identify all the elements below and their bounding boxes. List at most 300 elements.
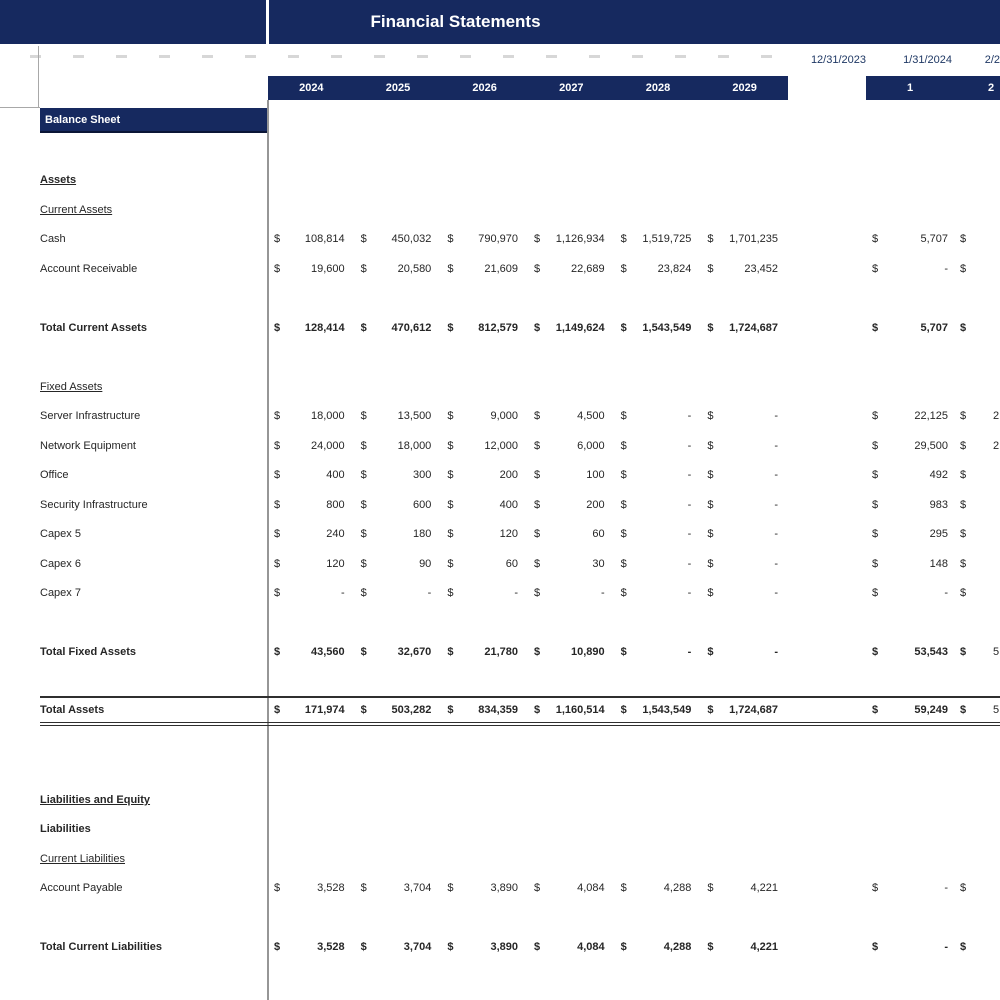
currency-symbol: $ [707, 882, 714, 894]
value-cell[interactable] [615, 932, 702, 962]
cell-value: 19,600 [311, 263, 345, 275]
currency-symbol: $ [872, 558, 879, 570]
cell-value: 3,704 [403, 941, 432, 953]
currency-symbol: $ [620, 558, 627, 570]
period-header-1[interactable]: 1 [906, 82, 914, 94]
currency-symbol: $ [274, 263, 281, 275]
currency-symbol: $ [620, 941, 627, 953]
currency-symbol: $ [447, 233, 454, 245]
value-cell[interactable] [615, 519, 702, 549]
currency-symbol: $ [447, 469, 454, 481]
currency-symbol: $ [960, 233, 967, 245]
value-cell[interactable] [615, 254, 702, 284]
value-cell[interactable] [866, 873, 954, 903]
value-cell[interactable] [701, 932, 788, 962]
value-cell[interactable] [866, 431, 954, 461]
value-cell[interactable] [866, 932, 954, 962]
cell-value: 295 [929, 528, 948, 540]
value-cell[interactable] [355, 431, 442, 461]
value-cell[interactable] [615, 401, 702, 431]
currency-symbol: $ [872, 440, 879, 452]
value-cell[interactable] [954, 549, 1000, 579]
value-cell[interactable] [615, 549, 702, 579]
currency-symbol: $ [620, 882, 627, 894]
value-cell[interactable] [701, 578, 788, 608]
cell-value: 200 [586, 499, 605, 511]
row-label-current-liabilities[interactable]: Current Liabilities [40, 853, 125, 865]
row-label-office[interactable]: Office [40, 469, 69, 481]
currency-symbol: $ [960, 587, 967, 599]
value-cell[interactable] [355, 519, 442, 549]
value-cell[interactable] [528, 637, 615, 667]
date-header-month1[interactable]: 1/31/2024 [903, 54, 952, 66]
cell-value: 1,724,687 [729, 322, 778, 334]
row-server-infrastructure [40, 401, 1000, 431]
row-label-total-assets[interactable]: Total Assets [40, 704, 105, 716]
currency-symbol: $ [274, 528, 281, 540]
value-cell[interactable] [441, 254, 528, 284]
currency-symbol: $ [360, 440, 367, 452]
row-label-liabilities-and-equity[interactable]: Liabilities and Equity [40, 794, 151, 806]
currency-symbol: $ [274, 469, 281, 481]
cell-value: 120 [326, 558, 345, 570]
currency-symbol: $ [707, 704, 714, 716]
row-cash [40, 224, 1000, 254]
value-cell[interactable] [355, 254, 442, 284]
row-label-assets[interactable]: Assets [40, 174, 77, 186]
value-cell[interactable] [268, 873, 355, 903]
value-cell[interactable] [528, 549, 615, 579]
row-label-security-infrastructure[interactable]: Security Infrastructure [40, 499, 148, 511]
value-cell[interactable] [441, 490, 528, 520]
value-cell[interactable] [355, 578, 442, 608]
value-cell[interactable] [701, 313, 788, 343]
cell-value: 5,707 [920, 322, 948, 334]
value-cell[interactable] [355, 873, 442, 903]
cell-value: - [774, 528, 778, 540]
value-cell[interactable] [701, 637, 788, 667]
value-cell[interactable] [268, 254, 355, 284]
cell-value: 450,032 [391, 233, 432, 245]
currency-symbol: $ [274, 558, 281, 570]
cell-value: 60 [505, 558, 518, 570]
currency-symbol: $ [872, 410, 879, 422]
currency-symbol: $ [274, 587, 281, 599]
value-cell[interactable] [441, 698, 528, 728]
currency-symbol: $ [960, 410, 967, 422]
cell-value: 1,519,725 [642, 233, 692, 245]
value-cell[interactable] [954, 254, 1000, 284]
value-cell[interactable] [268, 698, 355, 728]
currency-symbol: $ [447, 440, 454, 452]
value-cell[interactable] [268, 490, 355, 520]
currency-symbol: $ [534, 528, 541, 540]
currency-symbol: $ [360, 410, 367, 422]
cell-value: 32,670 [397, 646, 432, 658]
row-label-capex-5[interactable]: Capex 5 [40, 528, 81, 540]
value-cell[interactable] [954, 313, 1000, 343]
value-cell[interactable] [355, 460, 442, 490]
value-cell[interactable] [268, 578, 355, 608]
cell-value: 18,000 [311, 410, 345, 422]
value-cell[interactable] [528, 254, 615, 284]
currency-symbol: $ [620, 499, 627, 511]
cell-value: 790,970 [478, 233, 518, 245]
cell-value: 3,704 [403, 882, 432, 894]
currency-symbol: $ [707, 499, 714, 511]
currency-symbol: $ [274, 882, 281, 894]
currency-symbol: $ [707, 440, 714, 452]
cell-value: 1,543,549 [642, 322, 692, 334]
value-cell[interactable] [954, 519, 1000, 549]
row-label-capex-7[interactable]: Capex 7 [40, 587, 81, 599]
cell-value: 1,701,235 [729, 233, 778, 245]
cell-value: 470,612 [391, 322, 432, 334]
cell-value: - [687, 587, 692, 599]
currency-symbol: $ [534, 941, 541, 953]
cell-value: - [340, 587, 345, 599]
currency-symbol: $ [960, 263, 967, 275]
value-cell[interactable] [615, 431, 702, 461]
value-cell[interactable] [441, 578, 528, 608]
row-label-server-infrastructure[interactable]: Server Infrastructure [40, 410, 141, 422]
value-cell[interactable] [615, 313, 702, 343]
cell-value: 400 [499, 499, 518, 511]
cell-value: 600 [412, 499, 432, 511]
currency-symbol: $ [447, 263, 454, 275]
balance-sheet-label[interactable]: Balance Sheet [40, 108, 268, 133]
currency-symbol: $ [534, 233, 541, 245]
cell-value: 4,221 [750, 882, 778, 894]
row-label-total-fixed-assets[interactable]: Total Fixed Assets [40, 646, 136, 658]
cell-value: 53,543 [914, 646, 948, 658]
currency-symbol: $ [360, 646, 367, 658]
value-cell[interactable] [701, 873, 788, 903]
cell-value: - [687, 440, 692, 452]
cell-value: 1,543,549 [642, 704, 692, 716]
cell-value: 983 [929, 499, 948, 511]
value-cell[interactable] [954, 873, 1000, 903]
year-header-2027[interactable]: 2027 [559, 82, 584, 94]
currency-symbol: $ [274, 322, 281, 334]
cell-value: 492 [929, 469, 948, 481]
value-cell[interactable] [866, 401, 954, 431]
currency-symbol: $ [707, 410, 714, 422]
cell-value: 800 [326, 499, 345, 511]
row-label-current-assets[interactable]: Current Assets [40, 204, 113, 216]
value-cell[interactable] [441, 637, 528, 667]
value-cell[interactable] [355, 698, 442, 728]
cell-value: 10,890 [571, 646, 605, 658]
cell-value: 60 [592, 528, 605, 540]
value-cell[interactable] [701, 431, 788, 461]
cell-value: 12,000 [484, 440, 518, 452]
cell-value: - [774, 646, 778, 658]
cell-value: 43,560 [311, 646, 345, 658]
value-cell[interactable] [866, 313, 954, 343]
value-cell[interactable] [528, 431, 615, 461]
value-cell[interactable] [954, 490, 1000, 520]
value-cell[interactable] [268, 549, 355, 579]
value-cell[interactable] [866, 519, 954, 549]
value-cell[interactable] [441, 519, 528, 549]
value-cell[interactable] [441, 224, 528, 254]
currency-symbol: $ [960, 528, 967, 540]
cell-value: - [774, 499, 778, 511]
value-cell[interactable] [701, 254, 788, 284]
currency-symbol: $ [960, 941, 967, 953]
cell-value: - [514, 587, 518, 599]
date-header-opening[interactable]: 12/31/2023 [810, 54, 866, 66]
value-cell[interactable] [268, 313, 355, 343]
currency-symbol: $ [534, 499, 541, 511]
value-cell[interactable] [528, 490, 615, 520]
currency-symbol: $ [360, 233, 367, 245]
date-header-month2[interactable]: 2/2 [984, 54, 1000, 66]
value-cell[interactable] [268, 431, 355, 461]
cell-value: 59,249 [914, 704, 948, 716]
value-cell[interactable] [528, 873, 615, 903]
clipped-value-fragment: 2 [993, 410, 1000, 422]
value-cell[interactable] [355, 313, 442, 343]
cell-value: 4,288 [663, 941, 692, 953]
cell-value: - [687, 528, 692, 540]
value-cell[interactable] [615, 224, 702, 254]
value-cell[interactable] [355, 549, 442, 579]
currency-symbol: $ [447, 499, 454, 511]
currency-symbol: $ [872, 322, 879, 334]
cell-value: 120 [499, 528, 518, 540]
cell-value: 3,890 [490, 882, 518, 894]
value-cell[interactable] [441, 460, 528, 490]
currency-symbol: $ [274, 233, 281, 245]
currency-symbol: $ [872, 528, 879, 540]
value-cell[interactable] [355, 224, 442, 254]
value-cell[interactable] [268, 932, 355, 962]
currency-symbol: $ [960, 646, 967, 658]
currency-symbol: $ [360, 882, 367, 894]
cell-value: - [944, 882, 948, 894]
row-security-infrastructure [40, 490, 1000, 520]
row-label-cash[interactable]: Cash [40, 233, 66, 245]
value-cell[interactable] [355, 401, 442, 431]
currency-symbol: $ [360, 941, 367, 953]
currency-symbol: $ [960, 322, 967, 334]
value-cell[interactable] [866, 490, 954, 520]
cell-value: 23,824 [657, 263, 692, 275]
currency-symbol: $ [620, 263, 627, 275]
currency-symbol: $ [707, 528, 714, 540]
value-cell[interactable] [615, 873, 702, 903]
value-cell[interactable] [954, 578, 1000, 608]
value-cell[interactable] [701, 224, 788, 254]
value-cell[interactable] [441, 873, 528, 903]
value-cell[interactable] [268, 637, 355, 667]
currency-symbol: $ [707, 322, 714, 334]
cell-value: - [427, 587, 432, 599]
value-cell[interactable] [615, 698, 702, 728]
currency-symbol: $ [274, 410, 281, 422]
cell-value: 4,288 [663, 882, 692, 894]
value-cell[interactable] [615, 490, 702, 520]
cell-value: - [774, 469, 778, 481]
cell-value: 4,500 [577, 410, 605, 422]
currency-symbol: $ [360, 558, 367, 570]
value-cell[interactable] [701, 549, 788, 579]
cell-value: - [687, 558, 692, 570]
cell-value: - [774, 558, 778, 570]
value-cell[interactable] [701, 490, 788, 520]
currency-symbol: $ [960, 469, 967, 481]
row-capex-5 [40, 519, 1000, 549]
value-cell[interactable] [866, 254, 954, 284]
currency-symbol: $ [620, 469, 627, 481]
pane-gridline-vertical [38, 46, 39, 107]
row-label-account-receivable[interactable]: Account Receivable [40, 263, 138, 275]
value-cell[interactable] [441, 401, 528, 431]
value-cell[interactable] [528, 401, 615, 431]
currency-symbol: $ [447, 882, 454, 894]
currency-symbol: $ [360, 263, 367, 275]
value-cell[interactable] [866, 549, 954, 579]
currency-symbol: $ [707, 558, 714, 570]
row-total-current-liabilities [40, 932, 1000, 962]
value-cell[interactable] [954, 932, 1000, 962]
currency-symbol: $ [620, 587, 627, 599]
value-cell[interactable] [268, 401, 355, 431]
value-cell[interactable] [528, 519, 615, 549]
cell-value: 24,000 [311, 440, 345, 452]
pane-gridline-horizontal [0, 107, 40, 108]
value-cell[interactable] [268, 460, 355, 490]
cell-value: 30 [592, 558, 605, 570]
row-account-receivable [40, 254, 1000, 284]
value-cell[interactable] [701, 460, 788, 490]
currency-symbol: $ [872, 587, 879, 599]
currency-symbol: $ [620, 233, 627, 245]
value-cell[interactable] [615, 460, 702, 490]
currency-symbol: $ [620, 440, 627, 452]
currency-symbol: $ [534, 263, 541, 275]
row-office [40, 460, 1000, 490]
value-cell[interactable] [615, 637, 702, 667]
value-cell[interactable] [701, 698, 788, 728]
year-header-2028[interactable]: 2028 [645, 82, 671, 94]
currency-symbol: $ [534, 704, 541, 716]
currency-symbol: $ [872, 233, 879, 245]
value-cell[interactable] [866, 224, 954, 254]
cell-value: - [944, 941, 948, 953]
value-cell[interactable] [528, 224, 615, 254]
row-label-liabilities[interactable]: Liabilities [40, 823, 91, 835]
cell-value: - [687, 646, 692, 658]
year-header-2024[interactable]: 2024 [299, 82, 324, 94]
currency-symbol: $ [447, 558, 454, 570]
value-cell[interactable] [954, 460, 1000, 490]
cell-value: 503,282 [391, 704, 432, 716]
value-cell[interactable] [528, 578, 615, 608]
row-label-total-current-liabilities[interactable]: Total Current Liabilities [40, 941, 163, 953]
value-cell[interactable] [268, 519, 355, 549]
value-cell[interactable] [355, 490, 442, 520]
value-cell[interactable] [528, 313, 615, 343]
value-cell[interactable] [615, 578, 702, 608]
year-header-2026[interactable]: 2026 [472, 82, 497, 94]
currency-symbol: $ [274, 941, 281, 953]
currency-symbol: $ [960, 440, 967, 452]
cell-value: 100 [586, 469, 605, 481]
cell-value: 1,149,624 [555, 322, 605, 334]
value-cell[interactable] [528, 698, 615, 728]
cell-value: 180 [412, 528, 432, 540]
value-cell[interactable] [866, 698, 954, 728]
cell-value: 18,000 [397, 440, 432, 452]
currency-symbol: $ [620, 322, 627, 334]
hidden-row-artifact [30, 55, 788, 58]
value-cell[interactable] [954, 224, 1000, 254]
value-cell[interactable] [441, 932, 528, 962]
value-cell[interactable] [528, 932, 615, 962]
row-label-total-current-assets[interactable]: Total Current Assets [40, 322, 147, 334]
cell-value: 29,500 [914, 440, 948, 452]
cell-value: - [944, 587, 948, 599]
period-header-2[interactable]: 2 [987, 82, 995, 94]
cell-value: 400 [326, 469, 345, 481]
value-cell[interactable] [268, 224, 355, 254]
value-cell[interactable] [528, 460, 615, 490]
value-cell[interactable] [866, 637, 954, 667]
cell-value: 90 [419, 558, 432, 570]
currency-symbol: $ [707, 469, 714, 481]
row-label-fixed-assets[interactable]: Fixed Assets [40, 381, 103, 393]
year-header-2025[interactable]: 2025 [385, 82, 411, 94]
cell-value: 834,359 [478, 704, 518, 716]
row-label-network-equipment[interactable]: Network Equipment [40, 440, 136, 452]
row-account-payable [40, 873, 1000, 903]
cell-value: 148 [929, 558, 948, 570]
currency-symbol: $ [360, 528, 367, 540]
cell-value: 22,125 [914, 410, 948, 422]
currency-symbol: $ [960, 558, 967, 570]
cell-value: 1,126,934 [555, 233, 605, 245]
cell-value: 5,707 [920, 233, 948, 245]
value-cell[interactable] [701, 401, 788, 431]
cell-value: 4,084 [577, 941, 605, 953]
cell-value: 812,579 [478, 322, 518, 334]
cell-value: 21,609 [484, 263, 518, 275]
currency-symbol: $ [360, 499, 367, 511]
value-cell[interactable] [441, 313, 528, 343]
row-capex-7 [40, 578, 1000, 608]
row-label-account-payable[interactable]: Account Payable [40, 882, 123, 894]
value-cell[interactable] [441, 549, 528, 579]
row-current-assets [40, 195, 1000, 225]
value-cell[interactable] [866, 460, 954, 490]
cell-value: - [687, 469, 692, 481]
value-cell[interactable] [701, 519, 788, 549]
cell-value: 3,890 [490, 941, 518, 953]
currency-symbol: $ [707, 941, 714, 953]
value-cell[interactable] [866, 578, 954, 608]
currency-symbol: $ [620, 646, 627, 658]
year-header-2029[interactable]: 2029 [732, 82, 757, 94]
value-cell[interactable] [355, 637, 442, 667]
value-cell[interactable] [441, 431, 528, 461]
value-cell[interactable] [355, 932, 442, 962]
page-title: Financial Statements [370, 12, 541, 31]
row-label-capex-6[interactable]: Capex 6 [40, 558, 81, 570]
currency-symbol: $ [447, 941, 454, 953]
